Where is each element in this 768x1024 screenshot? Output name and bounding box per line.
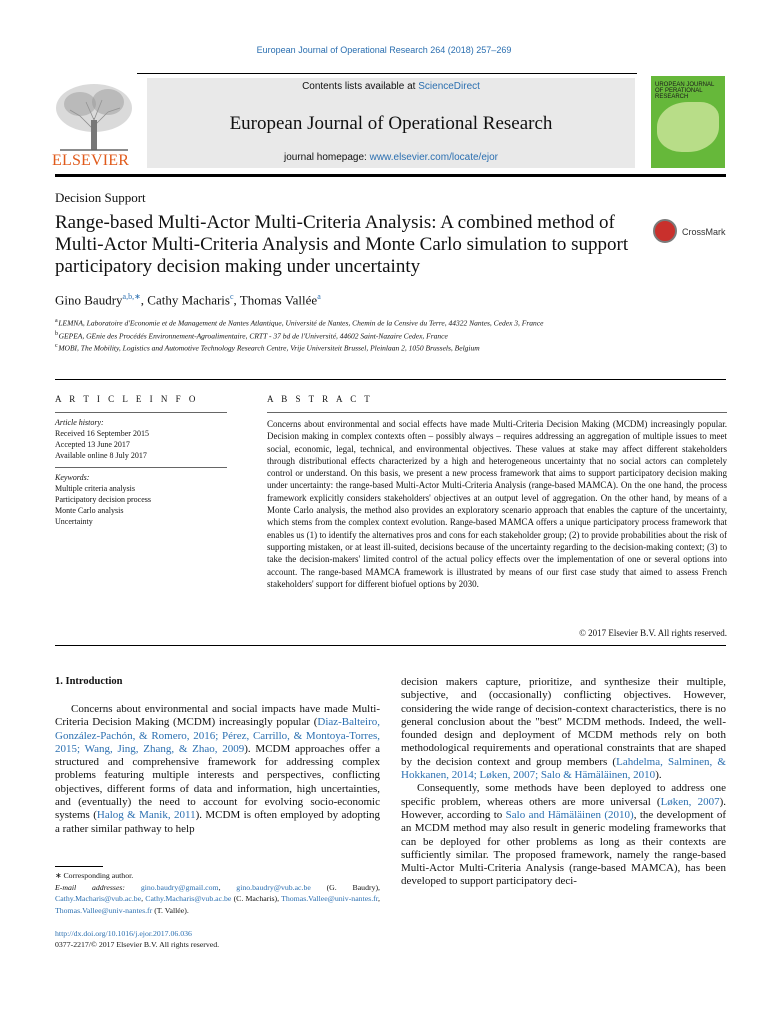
corresponding-author-note: ∗ Corresponding author. [55,871,134,880]
author-name: Gino Baudry [55,292,123,308]
citation-link[interactable]: Thomas.Vallee@univ-nantes.fr [55,905,153,915]
introduction-heading: 1. Introduction [55,676,123,687]
citation-link[interactable]: Salo and Hämäläinen (2010) [505,808,634,821]
citation-link[interactable]: Cathy.Macharis@vub.ac.be [145,894,232,903]
body-column-right [401,676,726,889]
homepage-line [147,152,635,163]
citation-link[interactable]: gino.baudry@vub.ac.be [236,882,311,892]
abstract-rule [267,412,727,413]
crossmark-icon [653,219,677,243]
text-run [125,883,141,892]
issn-line: 0377-2217/© 2017 Elsevier B.V. All rights reserved. [55,940,220,949]
citation-link[interactable]: Diaz-Balteiro, González-Pachón, & Romero, 2016; Pérez, Carrillo, & Montoya-Torres, 2015; Wang, Jing, Zhang, & Zhao, 2009 [55,716,380,755]
text-run: (T. Vallée). [152,905,189,915]
body-column-left [55,703,380,836]
text-run: (G. Baudry), [310,882,381,892]
text-run: , [218,882,237,892]
affiliation-marker: a [55,318,58,324]
keyword-item: Multiple criteria analysis [55,484,135,493]
affiliation-list [55,316,725,354]
history-label: Article history: [55,418,104,427]
author-separator: , [233,292,240,308]
article-title: Range-based Multi-Actor Multi-Criteria Analysis: A combined method of Multi-Actor Multi-Criteria Analysis and Monte Carlo simulation to support participatory decision making under uncertainty [55,212,629,277]
keyword-item: Participatory decision process [55,495,151,504]
keyword-item: Monte Carlo analysis [55,506,124,515]
text-run: ). However, according to [401,795,726,821]
email-label: E-mail addresses: [55,882,126,892]
section-label: Decision Support [55,190,146,205]
contents-prefix: Contents lists available at [302,81,419,92]
header-rule-thick [55,174,726,177]
contents-line [147,81,635,92]
abstract-copyright: © 2017 Elsevier B.V. All rights reserved. [579,628,727,638]
sciencedirect-link[interactable]: ScienceDirect [418,81,480,92]
journal-citation[interactable]: European Journal of Operational Research 264 (2018) 257–269 [256,45,512,55]
history-online: Available online 8 July 2017 [55,451,147,460]
history-received: Received 16 September 2015 [55,429,149,438]
article-history [55,417,227,461]
history-accepted: Accepted 13 June 2017 [55,440,130,449]
text-run: (C. Macharis), [231,894,282,903]
citation-link[interactable]: Cathy.Macharis@vub.ac.be [55,894,142,903]
doi-link[interactable]: http://dx.doi.org/10.1016/j.ejor.2017.06.036 [55,929,192,938]
homepage-link[interactable]: www.elsevier.com/locate/ejor [369,152,498,163]
crossmark-label: CrossMark [682,227,726,237]
text-run: Consequently, some methods have been deployed to address one specific problem, whereas others are more universal ( [401,782,726,808]
affiliation-marker: c [55,343,58,349]
author-list [55,292,321,308]
author-affil-link[interactable]: a [317,292,321,301]
text-run: ). MCDM is often employed by adopting a rather similar pathway to help [55,809,381,835]
body-paragraph [55,703,380,836]
keywords-label: Keywords: [55,473,90,482]
author-name: Thomas Vallée [239,292,318,308]
journal-name: European Journal of Operational Research [229,113,553,134]
article-info-heading: A R T I C L E I N F O [55,394,199,404]
homepage-prefix: journal homepage: [283,152,370,163]
abstract-text: Concerns about environmental and social effects have made Multi-Criteria Decision Making (MCDM) increasingly popular. Decision making in complex contexts often – possibly always – requires addressing an aggregation of multiple issues to meet social, economic, legal, technical, and environmental objectives. These values at stake may affect different stakeholders through distributional effects characterized by a high and heterogeneous uncertainty that no social actors can completely control or understand. On this basis, we present a new process framework that aims to support participatory decision making under uncertainty: the range-based Multi-Actor Multi-Criteria Analysis (range-based MAMCA). On the one hand, the process framework explicitly considers stakeholders' objectives at an output level of aggregation. On the other hand, by means of a Monte Carlo analysis, the method also provides an exploratory scenario approach that enables the capture of the uncertainty, which stems from the complex context evolution. Range-based MAMCA offers a unique participatory process framework that enables us (1) to identify the alternatives pros and cons for each stakeholder group; (2) to provide probabilities about the risk of supporting mistaken, or at least ill-suited, decisions because of the uncertainty regarding to the decision-making context; (3) to take the decision-makers' limited control of the actual policy effects over the implementation of one or several options into account. The range-based MAMCA framework is illustrated by means of our first case study that aimed to assess French stakeholders' support for different biofuel options by 2030. [267,419,727,589]
citation-link[interactable]: Thomas.Vallee@univ-nantes.fr [281,894,379,903]
author-separator: , [140,292,148,308]
text-run: ). MCDM approaches offer a structured and comprehensive framework for addressing complex problems featuring multiple interests and perspectives, conflicting objectives, different forms of data and information, high uncertainties, and (eventually) the need to account for evolving socio-economic systems ( [55,742,380,822]
footnote-rule [55,866,103,867]
affiliation-text: LEMNA, Laboratoire d'Economie et de Management de Nantes Atlantique, Université de Nantes, Chemin de la Censive du Terre, 44322 Nantes, Cedex 3, France [58,318,544,328]
article-info-rule [55,412,227,413]
email-addresses [55,882,380,917]
text-run: ). [655,769,662,782]
text-run: decision makers capture, prioritize, and synthesize their multiple, subjective, and (occasionally) conflicting objectives. However, considering the wide range of decision-context characteristics, there is no general conclusion about the "best" MCDM methods. Indeed, the well-founded design and deployment of MCDM methods rely on both methodological requirements and operational constraints that are shaped by the decision context and group members ( [401,676,726,768]
journal-cover-image [651,76,725,168]
cover-graphic [657,102,719,152]
article-info-rule [55,467,227,468]
affiliation-item [55,341,725,354]
author-name: Cathy Macharis [147,292,230,308]
elsevier-wordmark: ELSEVIER [52,152,130,169]
affiliation-text: GEPEA, GEnie des Procédés Environnement-Agroalimentaire, CRTT - 37 bd de l'Université, 44602 Saint-Nazaire Cedex, France [58,331,448,340]
footnotes [55,870,380,916]
affiliation-marker: b [55,330,58,337]
text-run: , [378,894,380,903]
affiliation-item [55,316,725,329]
keywords [55,472,227,527]
affiliation-item [55,329,725,342]
elsevier-logo [50,80,138,168]
citation-link[interactable]: Halog & Manik, 2011 [96,809,196,822]
text-run: , [141,894,146,903]
header-rule [137,73,637,74]
affiliation-text: MOBI, The Mobility, Logistics and Automotive Technology Research Centre, Vrije Universiteit Brussel, Pleinlaan 2, 1050 Brussels, Belgium [58,343,480,353]
section-rule [55,379,726,380]
cover-title: UROPEAN JOURNAL OF PERATIONAL RESEARCH [655,82,715,100]
citation-link[interactable]: Løken, 2007 [660,795,720,808]
text-run: Concerns about environmental and social impacts have made Multi-Criteria Decision Making (MCDM) increasingly popular ( [55,703,380,729]
body-paragraph [401,782,726,888]
elsevier-tree-icon [50,80,138,152]
text-run: , the development of an MCDM method may also result in generic modeling frameworks that can be deployed for other problems as long as their contexts are sufficiently similar. The proposed framework, namely the range-based Multi-Actor Multi-Criteria Analysis (range-based MAMCA), has been developed to support participatory deci- [401,808,726,888]
citation-link[interactable]: gino.baudry@gmail.com [140,882,219,892]
keyword-item: Uncertainty [55,517,93,526]
doi-block [55,928,219,950]
author-affil-link[interactable]: c [229,292,234,301]
abstract-bottom-rule [55,645,726,646]
citation-link[interactable]: Lahdelma, Salminen, & Hokkanen, 2014; Løken, 2007; Salo & Hämäläinen, 2010 [401,755,726,782]
body-paragraph [401,676,726,782]
abstract-heading: A B S T R A C T [267,394,373,404]
author-affil-link[interactable]: a,b,∗ [122,292,141,301]
